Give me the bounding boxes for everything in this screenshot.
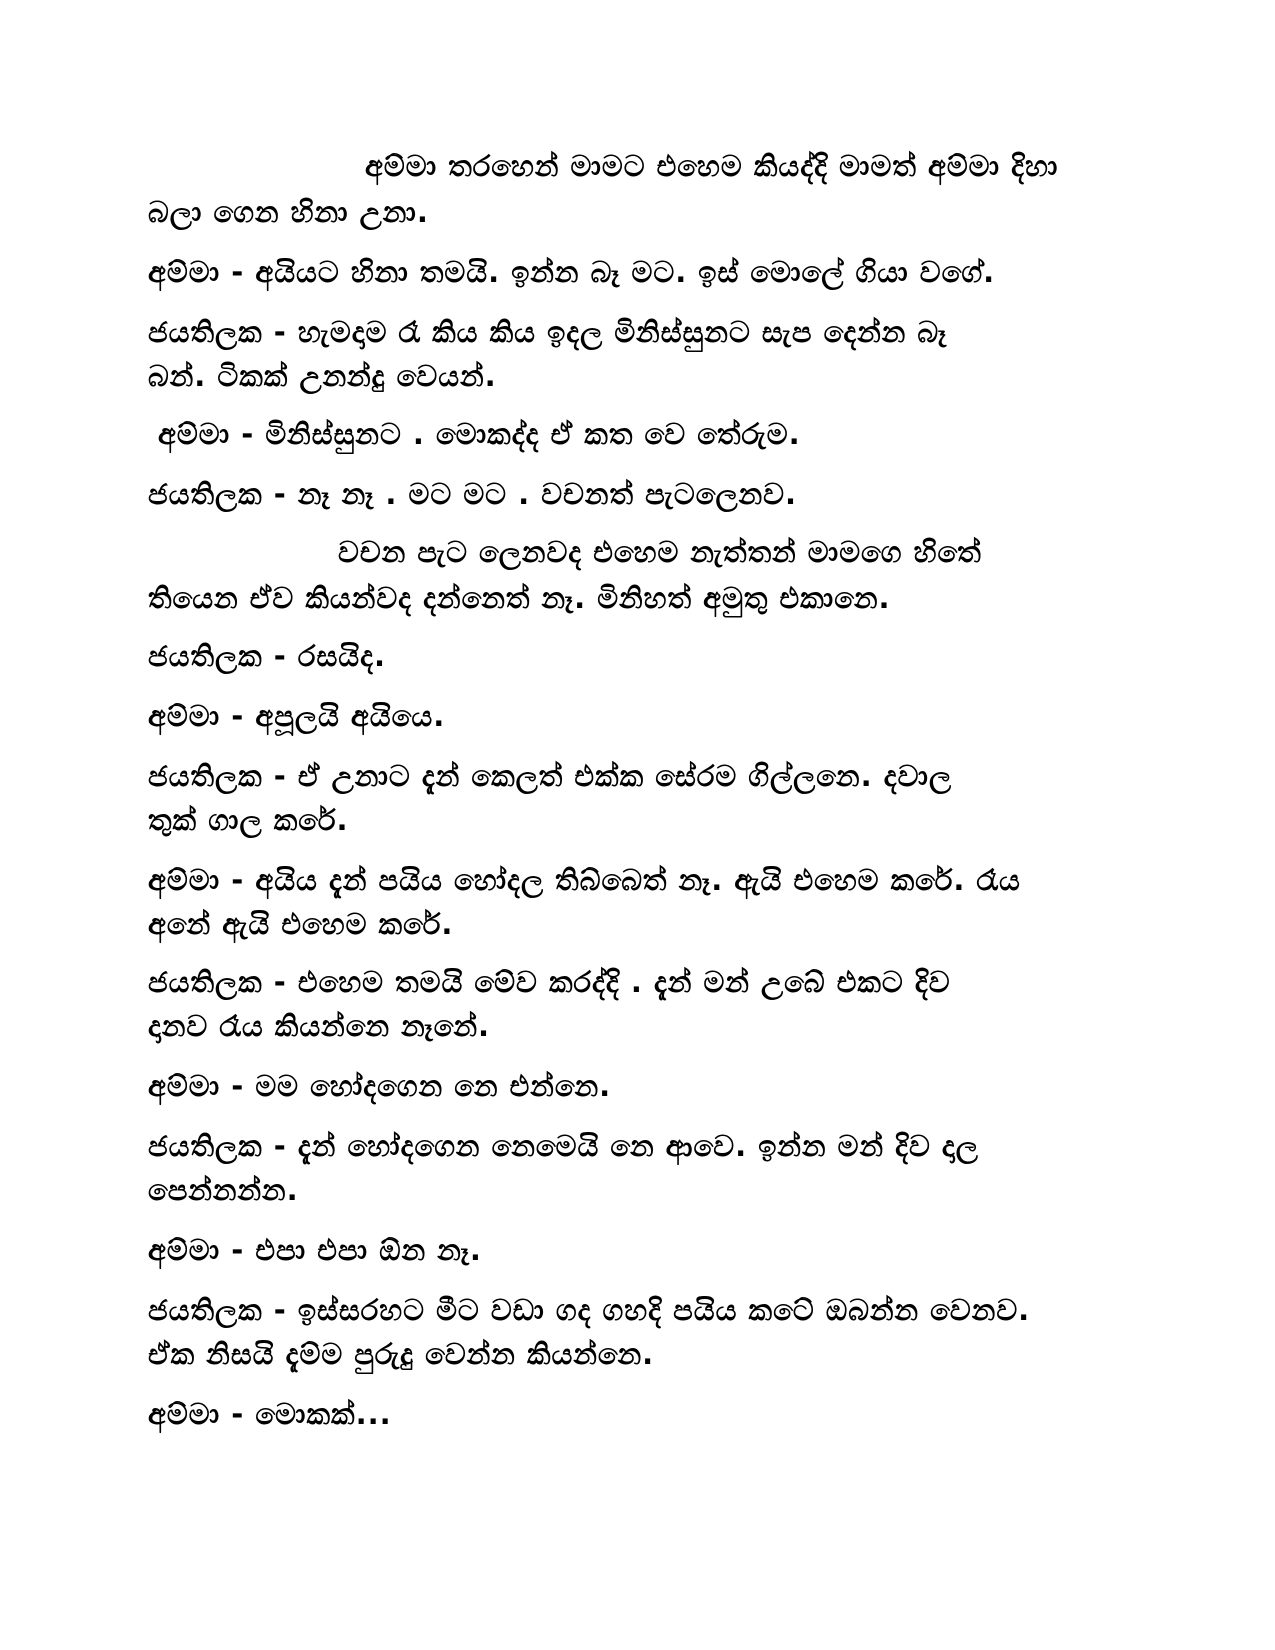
dialogue-line: අම්මා - මොකක්... [148, 1397, 392, 1431]
dialogue-line: ජයතිලක - ඒ උනාට දැන් කෙලත් එක්ක සේරම ගිල්ලනෙ. දවාල [148, 759, 953, 793]
dialogue-line-continued: තුක් ගාල කරේ. [148, 803, 349, 837]
paragraph-line: තියෙන ඒව කියන්වද දන්නෙත් නෑ. මිනිහත් අමුතු එකානෙ. [148, 581, 891, 615]
dialogue-line: ජයතිලක - රසයිද. [148, 639, 387, 673]
dialogue-line: අම්මා - මිනිස්සුනට . මොකද්ද ඒ කත වෙ තේරුම. [158, 417, 801, 451]
dialogue-line: අම්මා - අපූලයි අයියෙ. [148, 699, 446, 733]
dialogue-line-continued: පෙන්නන්න. [148, 1173, 299, 1207]
dialogue-line-continued: බන්. ටිකක් උනන්දු වෙයන්. [148, 359, 497, 393]
paragraph-line: බලා ගෙන හිනා උනා. [148, 195, 429, 229]
dialogue-line: ජයතිලක - ඉස්සරහට මීට වඩා ගද ගහදි පයිය කටේ ඔබන්න වෙනව. [148, 1293, 1031, 1327]
dialogue-line: ජයතිලක - එහෙම තමයි මේව කරද්දි . දැන් මන් උබේ එකට දිව [148, 965, 951, 999]
dialogue-line: ජයතිලක - දැන් හෝදගෙන නෙමෙයි නෙ ආවෙ. ඉන්න මන් දිව දාල [148, 1129, 979, 1163]
dialogue-line: අම්මා - අයියට හිනා තමයි. ඉන්න බෑ මට. ඉස් මොලේ ගියා වගේ. [148, 255, 996, 289]
dialogue-line-continued: අනේ ඇයි එහෙම කරේ. [148, 907, 454, 941]
dialogue-line: ජයතිලක - නෑ නෑ . මට මට . වචනත් පැටලෙනව. [148, 477, 797, 511]
paragraph-line: අම්මා තරහෙන් මාමට එහෙම කියද්දි මාමත් අම්මා දිහා [365, 149, 1059, 183]
paragraph-line: වචන පැට ලෙනවද එහෙම නැත්තන් මාමගෙ හිතේ [338, 535, 982, 569]
dialogue-line: අම්මා - අයිය දැන් පයිය හෝදල තිබ්බෙත් නෑ. ඇයි එහෙම කරේ. රෑය [148, 863, 1021, 897]
dialogue-line-continued: ඒක නිසයි දැම්ම පුරුදු වෙන්න කියන්නෙ. [148, 1337, 655, 1371]
dialogue-line-continued: දානව රෑය කියන්නෙ නෑනේ. [148, 1009, 491, 1043]
dialogue-line: අම්මා - මම හෝදගෙන නෙ එන්නෙ. [148, 1069, 612, 1103]
dialogue-line: ජයතිලක - හැමදාම රෑ කිය කිය ඉදල මිනිස්සුනට සැප දෙන්න බෑ [148, 315, 948, 349]
dialogue-line: අම්මා - එපා එපා ඕන නෑ. [148, 1233, 482, 1267]
